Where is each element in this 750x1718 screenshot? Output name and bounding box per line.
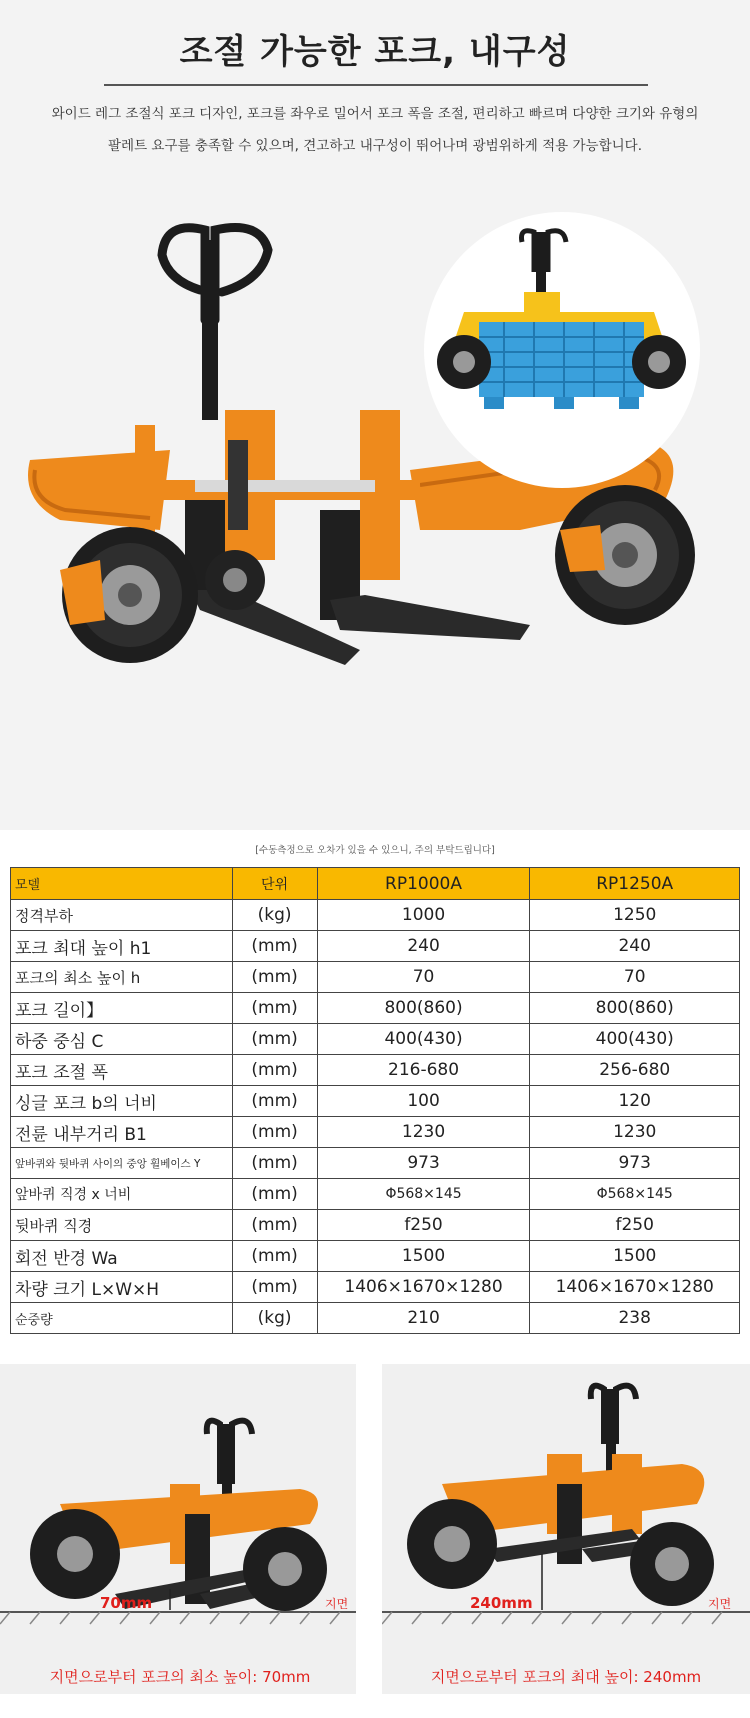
row-label: 회전 반경 Wa xyxy=(11,1241,233,1272)
row-unit: (mm) xyxy=(232,931,317,962)
header-rp1250a: RP1250A xyxy=(530,868,740,900)
row-value-rp1250a: Φ568×145 xyxy=(530,1179,740,1210)
row-value-rp1250a: 400(430) xyxy=(530,1024,740,1055)
row-unit: (mm) xyxy=(232,1179,317,1210)
title-divider xyxy=(104,84,648,86)
pallet-inset-circle xyxy=(424,212,700,488)
row-label: 포크 조절 폭 xyxy=(11,1055,233,1086)
row-label: 포크의 최소 높이 h xyxy=(11,962,233,993)
row-value-rp1000a: 1500 xyxy=(317,1241,530,1272)
max-height-image xyxy=(382,1364,750,1694)
table-row xyxy=(11,1179,740,1210)
row-value-rp1000a: 1406×1670×1280 xyxy=(317,1272,530,1303)
row-value-rp1250a: 120 xyxy=(530,1086,740,1117)
row-label: 하중 중심 C xyxy=(11,1024,233,1055)
table-row xyxy=(11,1117,740,1148)
row-value-rp1250a: 1250 xyxy=(530,900,740,931)
table-row xyxy=(11,1272,740,1303)
row-value-rp1250a: 1406×1670×1280 xyxy=(530,1272,740,1303)
row-value-rp1000a: 216-680 xyxy=(317,1055,530,1086)
header-model: 모델 xyxy=(11,868,233,900)
description xyxy=(30,98,720,162)
header-rp1000a: RP1000A xyxy=(317,868,530,900)
row-value-rp1000a: 100 xyxy=(317,1086,530,1117)
row-value-rp1000a: 70 xyxy=(317,962,530,993)
row-label: 포크 길이】 xyxy=(11,993,233,1024)
row-unit: (mm) xyxy=(232,1117,317,1148)
row-value-rp1000a: 400(430) xyxy=(317,1024,530,1055)
row-unit: (mm) xyxy=(232,1241,317,1272)
row-value-rp1000a: 210 xyxy=(317,1303,530,1334)
table-row xyxy=(11,993,740,1024)
row-label: 앞바퀴 직경 x 너비 xyxy=(11,1179,233,1210)
row-unit: (kg) xyxy=(232,900,317,931)
row-value-rp1250a: 256-680 xyxy=(530,1055,740,1086)
table-row xyxy=(11,1210,740,1241)
row-label: 전륜 내부거리 B1 xyxy=(11,1117,233,1148)
row-value-rp1000a: f250 xyxy=(317,1210,530,1241)
table-row xyxy=(11,1086,740,1117)
ground-label-right: 지면 xyxy=(708,1597,732,1611)
row-unit: (mm) xyxy=(232,1086,317,1117)
pallet-inset-image xyxy=(424,212,700,488)
row-unit: (mm) xyxy=(232,1148,317,1179)
row-value-rp1000a: Φ568×145 xyxy=(317,1179,530,1210)
row-unit: (mm) xyxy=(232,1272,317,1303)
row-value-rp1250a: f250 xyxy=(530,1210,740,1241)
row-value-rp1250a: 238 xyxy=(530,1303,740,1334)
row-unit: (kg) xyxy=(232,1303,317,1334)
table-row xyxy=(11,1303,740,1334)
table-row xyxy=(11,1241,740,1272)
min-height-label: 70mm xyxy=(100,1594,153,1612)
max-height-caption: 지면으로부터 포크의 최대 높이: 240mm xyxy=(430,1668,702,1686)
table-row xyxy=(11,1148,740,1179)
row-value-rp1250a: 70 xyxy=(530,962,740,993)
row-label: 포크 최대 높이 h1 xyxy=(11,931,233,962)
min-height-panel xyxy=(0,1364,356,1694)
row-label: 차량 크기 L×W×H xyxy=(11,1272,233,1303)
row-value-rp1000a: 240 xyxy=(317,931,530,962)
row-unit: (mm) xyxy=(232,1210,317,1241)
min-height-image xyxy=(0,1364,356,1694)
row-value-rp1250a: 1230 xyxy=(530,1117,740,1148)
max-height-label: 240mm xyxy=(470,1594,533,1612)
row-value-rp1000a: 1230 xyxy=(317,1117,530,1148)
row-label: 순중량 xyxy=(11,1303,233,1334)
min-height-caption: 지면으로부터 포크의 최소 높이: 70mm xyxy=(49,1668,311,1686)
table-row xyxy=(11,1055,740,1086)
row-value-rp1000a: 1000 xyxy=(317,900,530,931)
row-value-rp1000a: 800(860) xyxy=(317,993,530,1024)
row-value-rp1250a: 973 xyxy=(530,1148,740,1179)
row-unit: (mm) xyxy=(232,993,317,1024)
description-line-1: 와이드 레그 조절식 포크 디자인, 포크를 좌우로 밀어서 포크 폭을 조절, 편리하고 빠르며 다양한 크기와 유형의 xyxy=(51,106,699,122)
row-label: 싱글 포크 b의 너비 xyxy=(11,1086,233,1117)
row-value-rp1250a: 240 xyxy=(530,931,740,962)
row-label: 뒷바퀴 직경 xyxy=(11,1210,233,1241)
row-value-rp1000a: 973 xyxy=(317,1148,530,1179)
max-height-panel xyxy=(382,1364,750,1694)
table-row xyxy=(11,900,740,931)
row-unit: (mm) xyxy=(232,1024,317,1055)
table-row xyxy=(11,962,740,993)
spec-table xyxy=(10,867,740,1334)
description-line-2: 팔레트 요구를 충족할 수 있으며, 견고하고 내구성이 뛰어나며 광범위하게 적용 가능합니다. xyxy=(107,138,642,154)
table-header-row xyxy=(11,868,740,900)
row-unit: (mm) xyxy=(232,1055,317,1086)
row-label: 앞바퀴와 뒷바퀴 사이의 중앙 휠베이스 Y xyxy=(11,1148,233,1179)
row-label: 정격부하 xyxy=(11,900,233,931)
header-unit: 단위 xyxy=(232,868,317,900)
row-value-rp1250a: 800(860) xyxy=(530,993,740,1024)
ground-label-left: 지면 xyxy=(325,1597,349,1611)
page-title: 조절 가능한 포크, 내구성 xyxy=(179,32,571,72)
row-unit: (mm) xyxy=(232,962,317,993)
table-row xyxy=(11,1024,740,1055)
measurement-note: [수동측정으로 오차가 있을 수 있으니, 주의 부탁드립니다] xyxy=(255,845,495,856)
table-row xyxy=(11,931,740,962)
row-value-rp1250a: 1500 xyxy=(530,1241,740,1272)
